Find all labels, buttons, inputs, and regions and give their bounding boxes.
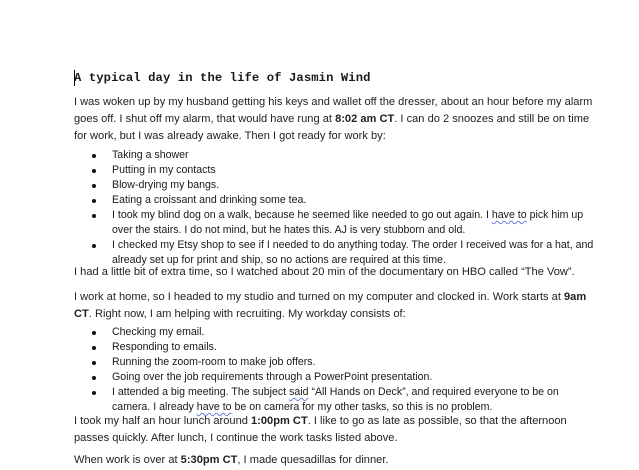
- list-item: I took my blind dog on a walk, because he seemed like needed to go out again. I have to pick him up over the stairs. I do not mind, but he hates this. AJ is very stubborn and old.: [74, 208, 594, 238]
- bullet-icon: [92, 376, 96, 380]
- dinner-paragraph: [74, 452, 594, 469]
- work-paragraph: [74, 289, 594, 323]
- dinner-text-after: , I made quesadillas for dinner.: [237, 454, 389, 466]
- document-title: A typical day in the life of Jasmin Wind: [74, 71, 371, 85]
- intro-paragraph: [74, 94, 594, 145]
- bullet-icon: [92, 199, 96, 203]
- intro-text-before: I was woken up by my husband getting his keys and wallet off the dresser, about an hour before my alarm goes off. I shut off my alarm, that would have rung at: [74, 96, 593, 125]
- lunch-text-before: I took my half an hour lunch around: [74, 415, 251, 427]
- work-text-after: . Right now, I am helping with recruiting. My workday consists of:: [88, 308, 406, 320]
- list-item: Taking a shower: [74, 148, 594, 163]
- lunch-paragraph: [74, 413, 594, 447]
- extra-time-paragraph: I had a little bit of extra time, so I watched about 20 min of the documentary on HBO called “The Vow”.: [74, 266, 575, 278]
- grammar-flag[interactable]: said: [289, 386, 309, 398]
- list-item: Going over the job requirements through a PowerPoint presentation.: [74, 370, 594, 385]
- grammar-flag[interactable]: have to: [491, 209, 527, 221]
- bullet-icon: [92, 154, 96, 158]
- lunch-time: 1:00pm CT: [251, 415, 308, 427]
- bullet-icon: [92, 331, 96, 335]
- bullet-icon: [92, 214, 96, 218]
- list-item: Eating a croissant and drinking some tea.: [74, 193, 594, 208]
- list-item: I checked my Etsy shop to see if I needed to do anything today. The order I received was for a hat, and already set up for print and ship, so no actions are required at this time.: [74, 238, 594, 268]
- work-list: [74, 325, 594, 415]
- lunch-text-after: . I like to go as late as possible, so that the afternoon passes quickly. After lunch, I continue the work tasks listed above.: [74, 415, 567, 444]
- work-start-time: 9am CT: [74, 291, 587, 320]
- work-end-time: 5:30pm CT: [180, 454, 238, 466]
- alarm-time: 8:02 am CT: [335, 113, 395, 125]
- bullet-icon: [92, 169, 96, 173]
- list-item: Checking my email.: [74, 325, 594, 340]
- list-item: Putting in my contacts: [74, 163, 594, 178]
- work-text-before: I work at home, so I headed to my studio and turned on my computer and clocked in. Work starts at: [74, 291, 565, 303]
- intro-text-after: . I can do 2 snoozes and still be on time for work, but I was already awake. Then I got ready for work by:: [74, 113, 590, 142]
- bullet-icon: [92, 184, 96, 188]
- bullet-icon: [92, 361, 96, 365]
- morning-list: [74, 148, 594, 268]
- list-item: Running the zoom-room to make job offers.: [74, 355, 594, 370]
- list-item: I attended a big meeting. The subject said “All Hands on Deck”, and required everyone to be on camera. I already have to be on camera for my other tasks, so this is no problem.: [74, 385, 594, 415]
- grammar-flag[interactable]: have to: [196, 401, 232, 413]
- list-item: Blow-drying my bangs.: [74, 178, 594, 193]
- bullet-icon: [92, 346, 96, 350]
- bullet-icon: [92, 391, 96, 395]
- dinner-text-before: When work is over at: [74, 454, 181, 466]
- list-item: Responding to emails.: [74, 340, 594, 355]
- bullet-icon: [92, 244, 96, 248]
